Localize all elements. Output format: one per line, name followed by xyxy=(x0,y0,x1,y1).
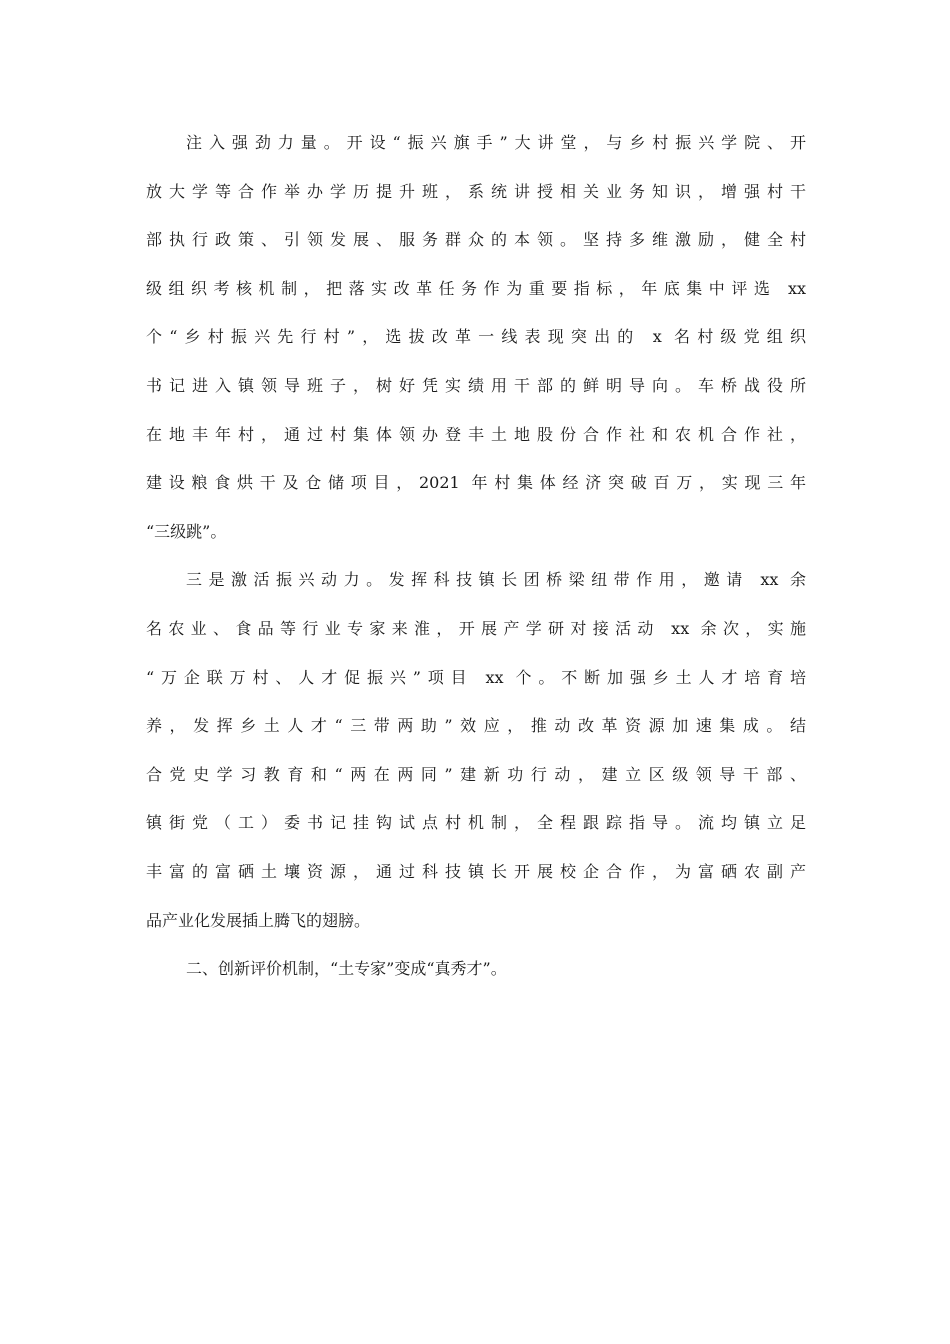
text-line: 品产业化发展插上腾飞的翅膀。 xyxy=(146,910,371,930)
text-line: 镇街党（工）委书记挂钩试点村机制，全程跟踪指导。流均镇立足 xyxy=(146,813,806,833)
text-line: 个“乡村振兴先行村”，选拔改革一线表现突出的 x 名村级党组织 xyxy=(146,327,806,347)
text-line: 级组织考核机制，把落实改革任务作为重要指标，年底集中评选 xx xyxy=(146,278,806,298)
document-page xyxy=(146,130,806,1005)
text-line: 书记进入镇领导班子，树好凭实绩用干部的鲜明导向。车桥战役所 xyxy=(146,375,806,395)
text-line: 养，发挥乡土人才“三带两助”效应，推动改革资源加速集成。结 xyxy=(146,716,806,736)
text-line: 建设粮食烘干及仓储项目，2021 年村集体经济突破百万，实现三年 xyxy=(146,473,806,493)
text-line: “万企联万村、人才促振兴”项目 xx 个。不断加强乡土人才培育培 xyxy=(146,667,806,687)
section-heading-evaluation xyxy=(146,956,806,1005)
text-line: 合党史学习教育和“两在两同”建新功行动，建立区级领导干部、 xyxy=(146,764,806,784)
text-line: 放大学等合作举办学历提升班，系统讲授相关业务知识，增强村干 xyxy=(146,181,806,201)
text-line: “三级跳”。 xyxy=(146,521,227,541)
text-line: 在地丰年村，通过村集体领办登丰土地股份合作社和农机合作社， xyxy=(146,424,806,444)
section-heading: 二、创新评价机制，“土专家”变成“真秀才”。 xyxy=(186,959,507,979)
paragraph-talent-training xyxy=(146,130,806,567)
text-line: 丰富的富硒土壤资源，通过科技镇长开展校企合作，为富硒农副产 xyxy=(146,861,806,881)
text-line: 部执行政策、引领发展、服务群众的本领。坚持多维激励，健全村 xyxy=(146,230,806,250)
text-line: 注入强劲力量。开设“振兴旗手”大讲堂，与乡村振兴学院、开 xyxy=(186,133,806,152)
text-line: 三是激活振兴动力。发挥科技镇长团桥梁纽带作用，邀请 xx 余 xyxy=(186,570,806,590)
paragraph-activate-momentum xyxy=(146,567,806,956)
text-line: 名农业、食品等行业专家来淮，开展产学研对接活动 xx 余次，实施 xyxy=(146,618,806,638)
